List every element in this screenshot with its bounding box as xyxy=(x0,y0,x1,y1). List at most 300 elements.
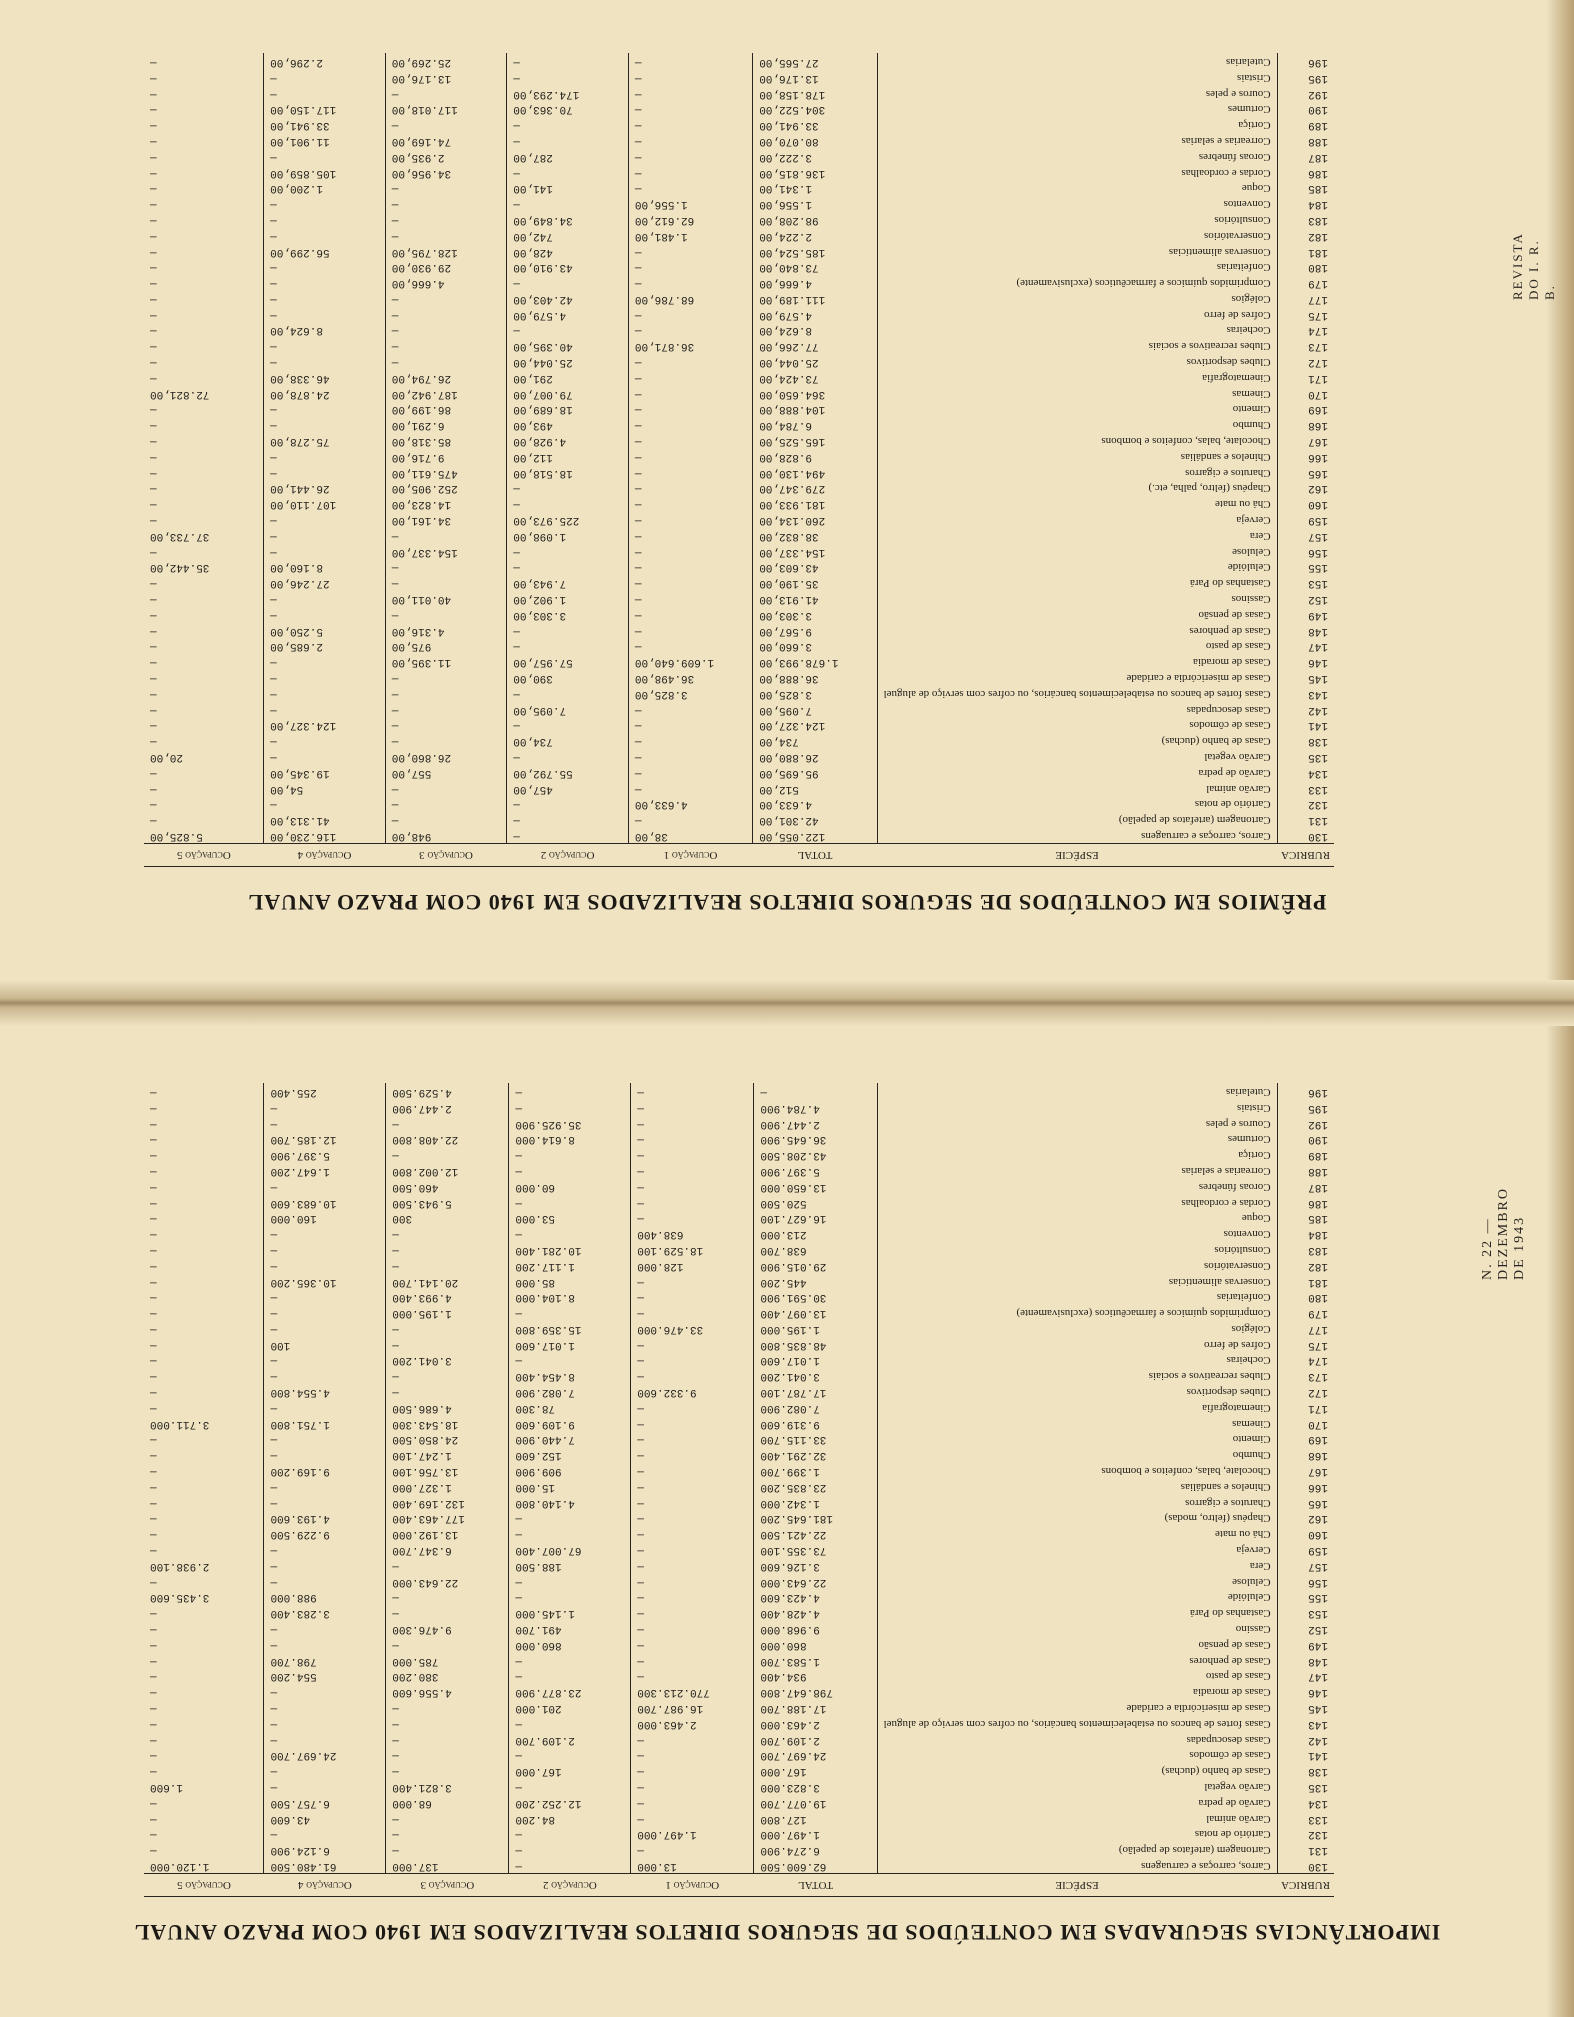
especie-cell: Coroas fúnebres xyxy=(877,148,1277,164)
value-cell: — xyxy=(509,1162,631,1178)
value-cell: 798.700 xyxy=(264,1652,386,1668)
rubrica-cell: 184 xyxy=(1277,1225,1334,1241)
especie-cell: Cartonagem (artefatos de papelão) xyxy=(877,1841,1277,1857)
value-cell: — xyxy=(628,369,752,385)
especie-cell: Casas de misericórdia e caridade xyxy=(877,1699,1277,1715)
especie-cell: Casas desocupadas xyxy=(877,1731,1277,1747)
value-cell: — xyxy=(386,1762,509,1778)
table-row xyxy=(144,480,1334,496)
rubrica-cell: 169 xyxy=(1277,401,1334,417)
value-cell: 111.189,00 xyxy=(753,290,877,306)
value-cell: — xyxy=(264,606,386,622)
especie-cell: Correarias e selarias xyxy=(877,132,1277,148)
value-cell: — xyxy=(509,1652,631,1668)
value-cell: 154.337,00 xyxy=(753,543,877,559)
table-row xyxy=(144,1320,1334,1336)
table-row xyxy=(144,416,1334,432)
especie-cell: Cinemas xyxy=(877,385,1277,401)
value-cell: — xyxy=(631,1399,754,1415)
value-cell: 1.556,00 xyxy=(753,195,877,211)
value-cell: — xyxy=(628,717,752,733)
especie-cell: Casas de cômodos xyxy=(877,1747,1277,1763)
table-row xyxy=(144,101,1334,117)
value-cell: 2.109.700 xyxy=(754,1731,877,1747)
value-cell: 9.109.600 xyxy=(509,1415,631,1431)
especie-cell: Colégios xyxy=(877,1320,1277,1336)
especie-cell: Cocheiras xyxy=(877,1352,1277,1368)
table-row xyxy=(144,306,1334,322)
value-cell: — xyxy=(150,1338,157,1351)
value-cell: — xyxy=(150,403,157,416)
rubrica-cell: 187 xyxy=(1277,1178,1334,1194)
rubrica-cell: 180 xyxy=(1277,1289,1334,1305)
rubrica-cell: 195 xyxy=(1277,1099,1334,1115)
value-cell: — xyxy=(507,480,629,496)
value-cell: — xyxy=(264,1241,386,1257)
rubrica-cell: 135 xyxy=(1277,748,1334,764)
especie-cell: Cordas e cordoalhas xyxy=(877,1194,1277,1210)
value-cell: 62.600.500 xyxy=(754,1857,877,1873)
table-row xyxy=(144,796,1334,812)
rubrica-cell: 190 xyxy=(1277,1131,1334,1147)
rubrica-cell: 147 xyxy=(1277,638,1334,654)
value-cell: — xyxy=(631,1841,754,1857)
value-cell: 4.784.900 xyxy=(754,1099,877,1115)
column-header: Ocupação 2 xyxy=(509,1874,631,1897)
value-cell: 27.246,00 xyxy=(264,574,386,590)
value-cell: 43.603,00 xyxy=(753,559,877,575)
rubrica-cell: 157 xyxy=(1277,527,1334,543)
value-cell: 4.554.800 xyxy=(264,1383,386,1399)
value-cell: 4.928,00 xyxy=(507,432,629,448)
table-row xyxy=(144,764,1334,780)
value-cell: 38.832,00 xyxy=(753,527,877,543)
table-row xyxy=(144,1194,1334,1210)
rubrica-cell: 180 xyxy=(1277,259,1334,275)
value-cell: 40.011,00 xyxy=(385,590,507,606)
value-cell: — xyxy=(386,1810,509,1826)
value-cell: — xyxy=(150,545,157,558)
value-cell: — xyxy=(631,1731,754,1747)
value-cell: — xyxy=(264,148,386,164)
value-cell: — xyxy=(628,780,752,796)
value-cell: — xyxy=(631,1778,754,1794)
value-cell: 3.041.200 xyxy=(754,1368,877,1384)
especie-cell: Casas de banho (duchas) xyxy=(877,1762,1277,1778)
value-cell: — xyxy=(507,195,629,211)
table-row xyxy=(144,1620,1334,1636)
value-cell: — xyxy=(385,195,507,211)
value-cell: — xyxy=(628,590,752,606)
rubrica-cell: 143 xyxy=(1277,1715,1334,1731)
value-cell: — xyxy=(150,1101,157,1114)
especie-cell: Carvão vegetal xyxy=(877,1778,1277,1794)
rubrica-cell: 168 xyxy=(1277,416,1334,432)
value-cell: 132.169.400 xyxy=(386,1494,509,1510)
value-cell: 27.565,00 xyxy=(753,53,877,69)
value-cell: — xyxy=(150,229,157,242)
especie-cell: Casas de pasto xyxy=(877,638,1277,654)
table-row xyxy=(144,353,1334,369)
value-cell: 1.017.600 xyxy=(509,1336,631,1352)
value-cell: 8.614.000 xyxy=(509,1131,631,1147)
value-cell: — xyxy=(628,132,752,148)
value-cell: 25.269,00 xyxy=(385,53,507,69)
value-cell: — xyxy=(150,640,157,653)
value-cell: — xyxy=(150,624,157,637)
value-cell: 36.645.900 xyxy=(754,1131,877,1147)
value-cell: 520.500 xyxy=(754,1194,877,1210)
value-cell: — xyxy=(385,780,507,796)
especie-cell: Casas desocupadas xyxy=(877,701,1277,717)
table-row xyxy=(144,274,1334,290)
table-row xyxy=(144,1304,1334,1320)
value-cell: — xyxy=(150,1496,157,1509)
rubrica-cell: 160 xyxy=(1277,495,1334,511)
value-cell: — xyxy=(385,701,507,717)
value-cell: — xyxy=(150,1686,157,1699)
rubrica-cell: 188 xyxy=(1277,1162,1334,1178)
value-cell: — xyxy=(509,1715,631,1731)
value-cell: — xyxy=(150,1702,157,1715)
table-row xyxy=(144,1762,1334,1778)
especie-cell: Casas de penhores xyxy=(877,1652,1277,1668)
value-cell: 7.095,00 xyxy=(753,701,877,717)
value-cell: 98.208,00 xyxy=(753,211,877,227)
value-cell: 33.941,00 xyxy=(264,116,386,132)
value-cell: — xyxy=(264,1115,386,1131)
value-cell: 35.442,00 xyxy=(150,561,210,574)
value-cell: 9.169.200 xyxy=(264,1462,386,1478)
rubrica-cell: 155 xyxy=(1277,559,1334,575)
value-cell: — xyxy=(385,796,507,812)
rubrica-cell: 192 xyxy=(1277,1115,1334,1131)
rubrica-cell: 185 xyxy=(1277,1210,1334,1226)
value-cell: 29.015.900 xyxy=(754,1257,877,1273)
value-cell: — xyxy=(150,150,157,163)
value-cell: — xyxy=(264,1762,386,1778)
value-cell: 364.650,00 xyxy=(753,385,877,401)
value-cell: 32.291.400 xyxy=(754,1446,877,1462)
value-cell: — xyxy=(631,1304,754,1320)
value-cell: — xyxy=(264,1352,386,1368)
value-cell: 185.524,00 xyxy=(753,243,877,259)
value-cell: — xyxy=(628,85,752,101)
value-cell: 22.421.500 xyxy=(754,1525,877,1541)
especie-cell: Cristais xyxy=(877,69,1277,85)
value-cell: 33.941,00 xyxy=(753,116,877,132)
rubrica-cell: 147 xyxy=(1277,1668,1334,1684)
value-cell: — xyxy=(150,1638,157,1651)
value-cell: — xyxy=(631,1131,754,1147)
rubrica-cell: 165 xyxy=(1277,464,1334,480)
value-cell: — xyxy=(628,353,752,369)
rubrica-cell: 182 xyxy=(1277,227,1334,243)
especie-cell: Celulose xyxy=(877,1573,1277,1589)
value-cell: — xyxy=(150,1243,157,1256)
table-row xyxy=(144,1210,1334,1226)
value-cell: — xyxy=(385,527,507,543)
value-cell: — xyxy=(264,748,386,764)
value-cell: 988.000 xyxy=(264,1589,386,1605)
value-cell: — xyxy=(150,1307,157,1320)
especie-cell: Cartório de notas xyxy=(877,1826,1277,1842)
column-header: RUBRICA xyxy=(1277,844,1334,867)
value-cell: — xyxy=(150,1765,157,1778)
value-cell: 18.543.300 xyxy=(386,1415,509,1431)
value-cell: — xyxy=(631,1604,754,1620)
value-cell: 638.700 xyxy=(754,1241,877,1257)
value-cell: 3.821.400 xyxy=(386,1778,509,1794)
value-cell: 116.230,00 xyxy=(264,827,386,843)
especie-cell: Carvão de pedra xyxy=(877,1794,1277,1810)
value-cell: — xyxy=(385,811,507,827)
value-cell: — xyxy=(150,1370,157,1383)
value-cell: 29.930,00 xyxy=(385,259,507,275)
value-cell: — xyxy=(631,1762,754,1778)
value-cell: — xyxy=(150,1654,157,1667)
rubrica-cell: 143 xyxy=(1277,685,1334,701)
value-cell: 17.188.700 xyxy=(754,1699,877,1715)
table-title: PRÊMIOS EM CONTEÚDOS DE SEGUROS DIRETOS REALIZADOS EM 1940 COM PRAZO ANUAL xyxy=(247,890,1327,915)
table-row xyxy=(144,495,1334,511)
value-cell: 43.910,00 xyxy=(507,259,629,275)
value-cell: — xyxy=(264,69,386,85)
value-cell: 10.281.400 xyxy=(509,1241,631,1257)
rubrica-cell: 132 xyxy=(1277,796,1334,812)
table-row xyxy=(144,1857,1334,1873)
value-cell: 152.600 xyxy=(509,1446,631,1462)
table-row xyxy=(144,527,1334,543)
value-cell: 445.200 xyxy=(754,1273,877,1289)
value-cell: — xyxy=(150,198,157,211)
value-cell: 1.399.700 xyxy=(754,1462,877,1478)
especie-cell: Charutos e cigarros xyxy=(877,1494,1277,1510)
value-cell: 23.877.900 xyxy=(509,1683,631,1699)
value-cell: 4.316,00 xyxy=(385,622,507,638)
value-cell: — xyxy=(150,1433,157,1446)
value-cell: 11.901,00 xyxy=(264,132,386,148)
especie-cell: Coroas fúnebres xyxy=(877,1178,1277,1194)
rubrica-cell: 195 xyxy=(1277,69,1334,85)
value-cell: 13.000 xyxy=(631,1857,754,1873)
value-cell: — xyxy=(628,701,752,717)
especie-cell: Conservatórios xyxy=(877,1257,1277,1273)
value-cell: 74.169,00 xyxy=(385,132,507,148)
value-cell: 33.115.700 xyxy=(754,1431,877,1447)
value-cell: 24.850.500 xyxy=(386,1431,509,1447)
value-cell: — xyxy=(150,766,157,779)
value-cell: — xyxy=(150,1528,157,1541)
table-row xyxy=(144,748,1334,764)
rubrica-cell: 189 xyxy=(1277,1146,1334,1162)
value-cell: — xyxy=(385,322,507,338)
value-cell: 3.660,00 xyxy=(753,638,877,654)
value-cell: — xyxy=(150,292,157,305)
value-cell: — xyxy=(150,782,157,795)
value-cell: — xyxy=(509,1083,631,1099)
value-cell: — xyxy=(150,245,157,258)
value-cell: 300 xyxy=(386,1210,509,1226)
value-cell: 10.683.600 xyxy=(264,1194,386,1210)
value-cell: 181.645.200 xyxy=(754,1510,877,1526)
value-cell: 2.447.900 xyxy=(754,1115,877,1131)
column-header: Ocupação 1 xyxy=(631,1874,754,1897)
table-row xyxy=(144,1241,1334,1257)
table-row xyxy=(144,1431,1334,1447)
rubrica-cell: 135 xyxy=(1277,1778,1334,1794)
value-cell: — xyxy=(150,308,157,321)
rubrica-cell: 174 xyxy=(1277,322,1334,338)
value-cell: — xyxy=(628,416,752,432)
value-cell: 6.124.900 xyxy=(264,1841,386,1857)
value-cell: 34.956,00 xyxy=(385,164,507,180)
table-row xyxy=(144,1494,1334,1510)
value-cell: 260.134,00 xyxy=(753,511,877,527)
table-row xyxy=(144,259,1334,275)
value-cell: 1.145.000 xyxy=(509,1604,631,1620)
especie-cell: Celulóide xyxy=(877,1589,1277,1605)
value-cell: 2.935,00 xyxy=(385,148,507,164)
table-row xyxy=(144,338,1334,354)
page-importancias xyxy=(0,1030,1574,2005)
table-row xyxy=(144,701,1334,717)
value-cell: 457,00 xyxy=(507,780,629,796)
value-cell: — xyxy=(385,180,507,196)
value-cell: 4.579,00 xyxy=(753,306,877,322)
value-cell: 17.787.100 xyxy=(754,1383,877,1399)
rubrica-cell: 175 xyxy=(1277,306,1334,322)
value-cell: — xyxy=(628,543,752,559)
value-cell: 5.250,00 xyxy=(264,622,386,638)
column-header: TOTAL xyxy=(754,1874,877,1897)
table-row xyxy=(144,1383,1334,1399)
table-row xyxy=(144,1589,1334,1605)
value-cell: 1.609.640,00 xyxy=(628,653,752,669)
rubrica-cell: 189 xyxy=(1277,116,1334,132)
value-cell: — xyxy=(150,703,157,716)
value-cell: 287,00 xyxy=(507,148,629,164)
especie-cell: Clubes desportivos xyxy=(877,353,1277,369)
value-cell: 7.095,00 xyxy=(507,701,629,717)
value-cell: 2.938.100 xyxy=(150,1559,210,1572)
value-cell: — xyxy=(264,1289,386,1305)
value-cell: 3.222,00 xyxy=(753,148,877,164)
value-cell: 10.365.200 xyxy=(264,1273,386,1289)
value-cell: — xyxy=(264,732,386,748)
value-cell: — xyxy=(628,811,752,827)
rubrica-cell: 165 xyxy=(1277,1494,1334,1510)
value-cell: — xyxy=(628,385,752,401)
especie-cell: Chocolate, balas, confeitos e bombons xyxy=(877,432,1277,448)
value-cell: — xyxy=(150,1828,157,1841)
especie-cell: Conservas alimentícias xyxy=(877,1273,1277,1289)
value-cell: — xyxy=(150,1401,157,1414)
table-row xyxy=(144,164,1334,180)
rubrica-cell: 177 xyxy=(1277,1320,1334,1336)
rubrica-cell: 130 xyxy=(1277,827,1334,843)
value-cell: — xyxy=(386,1557,509,1573)
value-cell: — xyxy=(150,182,157,195)
value-cell: — xyxy=(386,1841,509,1857)
value-cell: 8.160,00 xyxy=(264,559,386,575)
table-row xyxy=(144,290,1334,306)
value-cell: 14.823,00 xyxy=(385,495,507,511)
value-cell: 4.579,00 xyxy=(507,306,629,322)
value-cell: 54,00 xyxy=(264,780,386,796)
value-cell: 34.849,00 xyxy=(507,211,629,227)
value-cell: 860.000 xyxy=(754,1636,877,1652)
value-cell: 84.200 xyxy=(509,1810,631,1826)
column-header: Ocupação 5 xyxy=(144,1874,264,1897)
value-cell: — xyxy=(385,669,507,685)
value-cell: 16.987.700 xyxy=(631,1699,754,1715)
value-cell: — xyxy=(386,1320,509,1336)
value-cell: 25.044,00 xyxy=(753,353,877,369)
table-row xyxy=(144,1162,1334,1178)
value-cell: — xyxy=(150,1812,157,1825)
value-cell: — xyxy=(150,1480,157,1493)
value-cell: 213.000 xyxy=(754,1225,877,1241)
value-cell: — xyxy=(385,717,507,733)
value-cell: — xyxy=(150,1275,157,1288)
value-cell: — xyxy=(631,1210,754,1226)
value-cell: — xyxy=(386,1604,509,1620)
value-cell: 6.274.900 xyxy=(754,1841,877,1857)
value-cell: 136.815,00 xyxy=(753,164,877,180)
value-cell: — xyxy=(150,735,157,748)
value-cell: 2.685,00 xyxy=(264,638,386,654)
value-cell: — xyxy=(150,608,157,621)
value-cell: 104.888,00 xyxy=(753,401,877,417)
value-cell: — xyxy=(264,1225,386,1241)
table-row xyxy=(144,669,1334,685)
especie-cell: Coque xyxy=(877,1210,1277,1226)
value-cell: 948,00 xyxy=(385,827,507,843)
value-cell: — xyxy=(264,1431,386,1447)
rubrica-cell: 168 xyxy=(1277,1446,1334,1462)
especie-cell: Casas de misericórdia e caridade xyxy=(877,669,1277,685)
especie-cell: Casas de moradia xyxy=(877,653,1277,669)
especie-cell: Carvão animal xyxy=(877,780,1277,796)
value-cell: — xyxy=(509,1826,631,1842)
value-cell: 1.902,00 xyxy=(507,590,629,606)
rubrica-cell: 184 xyxy=(1277,195,1334,211)
especie-cell: Correarias e selarias xyxy=(877,1162,1277,1178)
book-gutter xyxy=(0,980,1574,1026)
value-cell: 512,00 xyxy=(753,780,877,796)
rubrica-cell: 170 xyxy=(1277,1415,1334,1431)
value-cell: — xyxy=(150,1749,157,1762)
value-cell: 124.327,00 xyxy=(264,717,386,733)
page-premios xyxy=(0,0,1574,975)
especie-cell: Cartório de notas xyxy=(877,796,1277,812)
value-cell: — xyxy=(150,1512,157,1525)
value-cell: — xyxy=(386,1636,509,1652)
value-cell: — xyxy=(631,1431,754,1447)
table-row xyxy=(144,1399,1334,1415)
value-cell: 798.647.800 xyxy=(754,1683,877,1699)
rubrica-cell: 159 xyxy=(1277,1541,1334,1557)
value-cell: — xyxy=(264,195,386,211)
table-row xyxy=(144,401,1334,417)
especie-cell: Confeitarias xyxy=(877,1289,1277,1305)
column-header: TOTAL xyxy=(753,844,877,867)
rubrica-cell: 182 xyxy=(1277,1257,1334,1273)
value-cell: — xyxy=(628,480,752,496)
rubrica-cell: 179 xyxy=(1277,1304,1334,1320)
value-cell: — xyxy=(150,1228,157,1241)
